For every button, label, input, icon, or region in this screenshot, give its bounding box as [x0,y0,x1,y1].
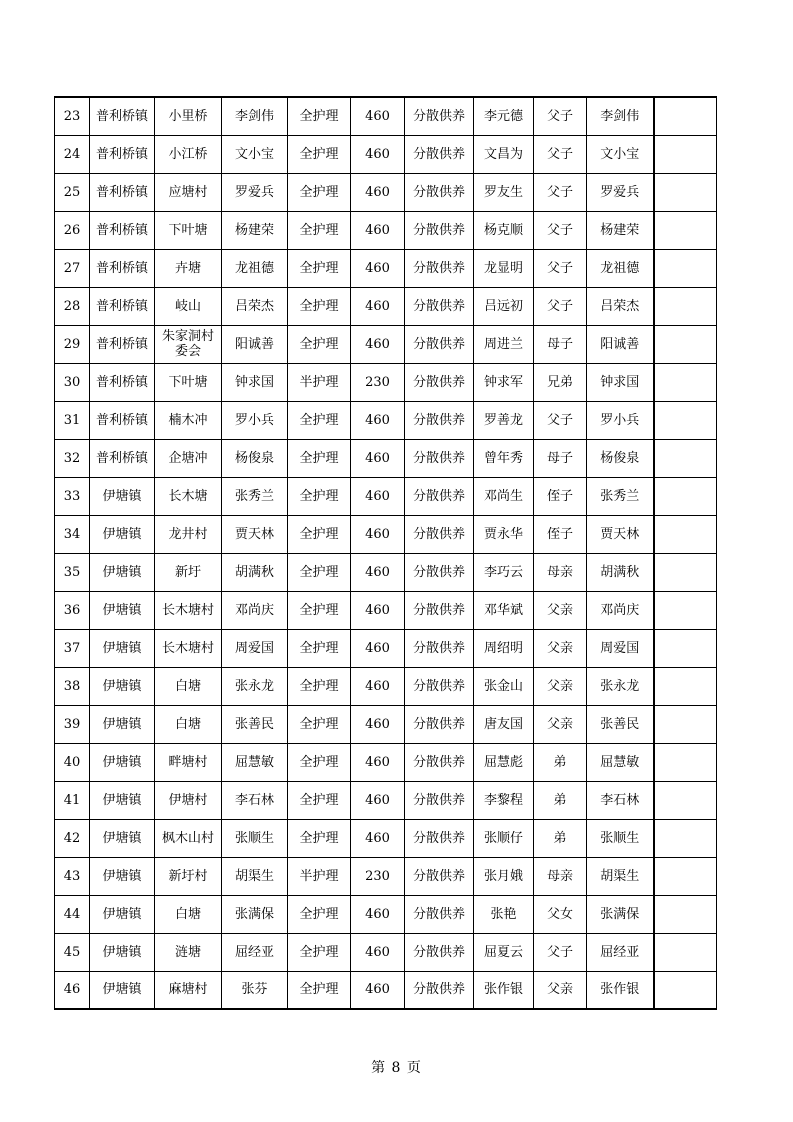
cell-relation: 父亲 [534,971,587,1009]
cell-payee: 张满保 [587,895,654,933]
cell-remarks [654,895,717,933]
table-row [55,325,717,363]
cell-remarks [654,781,717,819]
table-row [55,591,717,629]
cell-payee: 罗小兵 [587,401,654,439]
cell-amount: 230 [351,363,405,401]
cell-remarks [654,629,717,667]
cell-index: 39 [55,705,90,743]
cell-town: 伊塘镇 [90,553,155,591]
cell-care-level: 全护理 [288,781,351,819]
cell-support-type: 分散供养 [405,591,474,629]
cell-care-level: 全护理 [288,439,351,477]
cell-town: 伊塘镇 [90,781,155,819]
cell-town: 普利桥镇 [90,325,155,363]
cell-payee: 屈经亚 [587,933,654,971]
cell-remarks [654,553,717,591]
cell-support-type: 分散供养 [405,933,474,971]
cell-guardian: 杨克顺 [474,211,534,249]
cell-amount: 460 [351,553,405,591]
cell-name: 罗小兵 [222,401,288,439]
cell-name: 李石林 [222,781,288,819]
cell-remarks [654,211,717,249]
page-number: 第 8 页 [371,1060,422,1076]
cell-support-type: 分散供养 [405,287,474,325]
cell-support-type: 分散供养 [405,211,474,249]
cell-guardian: 李黎程 [474,781,534,819]
cell-payee: 邓尚庆 [587,591,654,629]
cell-index: 43 [55,857,90,895]
cell-amount: 460 [351,401,405,439]
cell-name: 钟求国 [222,363,288,401]
cell-relation: 父子 [534,97,587,135]
cell-payee: 胡渠生 [587,857,654,895]
cell-index: 36 [55,591,90,629]
cell-name: 张满保 [222,895,288,933]
cell-town: 普利桥镇 [90,211,155,249]
cell-payee: 张作银 [587,971,654,1009]
cell-village: 小里桥 [155,97,222,135]
cell-village: 长木塘村 [155,591,222,629]
cell-relation: 弟 [534,781,587,819]
cell-relation: 母子 [534,325,587,363]
cell-remarks [654,705,717,743]
cell-name: 邓尚庆 [222,591,288,629]
cell-town: 伊塘镇 [90,933,155,971]
table-row [55,287,717,325]
cell-care-level: 全护理 [288,477,351,515]
cell-payee: 张秀兰 [587,477,654,515]
cell-amount: 460 [351,135,405,173]
cell-index: 42 [55,819,90,857]
cell-care-level: 全护理 [288,971,351,1009]
cell-amount: 460 [351,173,405,211]
table-row [55,933,717,971]
cell-amount: 460 [351,781,405,819]
cell-relation: 侄子 [534,515,587,553]
cell-payee: 张善民 [587,705,654,743]
cell-care-level: 全护理 [288,249,351,287]
cell-amount: 460 [351,705,405,743]
table-body [55,97,717,1009]
cell-name: 龙祖德 [222,249,288,287]
cell-name: 杨建荣 [222,211,288,249]
cell-amount: 460 [351,249,405,287]
cell-relation: 父女 [534,895,587,933]
cell-remarks [654,515,717,553]
cell-payee: 李剑伟 [587,97,654,135]
cell-amount: 460 [351,477,405,515]
cell-relation: 父子 [534,401,587,439]
cell-remarks [654,857,717,895]
cell-payee: 周爱国 [587,629,654,667]
cell-remarks [654,971,717,1009]
cell-amount: 460 [351,971,405,1009]
cell-town: 伊塘镇 [90,629,155,667]
cell-town: 普利桥镇 [90,363,155,401]
cell-support-type: 分散供养 [405,173,474,211]
cell-support-type: 分散供养 [405,135,474,173]
cell-remarks [654,325,717,363]
cell-support-type: 分散供养 [405,971,474,1009]
cell-remarks [654,401,717,439]
cell-remarks [654,173,717,211]
cell-name: 李剑伟 [222,97,288,135]
table-row [55,971,717,1009]
cell-remarks [654,591,717,629]
cell-guardian: 屈夏云 [474,933,534,971]
cell-guardian: 屈慧彪 [474,743,534,781]
cell-relation: 弟 [534,819,587,857]
cell-support-type: 分散供养 [405,705,474,743]
cell-amount: 460 [351,325,405,363]
table-row [55,97,717,135]
cell-relation: 父亲 [534,667,587,705]
cell-payee: 李石林 [587,781,654,819]
cell-payee: 杨建荣 [587,211,654,249]
cell-name: 张顺生 [222,819,288,857]
cell-care-level: 全护理 [288,515,351,553]
table-row [55,249,717,287]
cell-index: 34 [55,515,90,553]
cell-support-type: 分散供养 [405,439,474,477]
cell-guardian: 邓尚生 [474,477,534,515]
table-row [55,173,717,211]
cell-village: 白塘 [155,667,222,705]
cell-town: 普利桥镇 [90,249,155,287]
table-row [55,705,717,743]
cell-relation: 父子 [534,249,587,287]
cell-guardian: 周绍明 [474,629,534,667]
cell-relation: 父子 [534,173,587,211]
cell-care-level: 半护理 [288,363,351,401]
cell-village: 枫木山村 [155,819,222,857]
cell-name: 张善民 [222,705,288,743]
cell-support-type: 分散供养 [405,781,474,819]
cell-town: 伊塘镇 [90,477,155,515]
cell-amount: 460 [351,439,405,477]
cell-village: 下叶塘 [155,211,222,249]
cell-care-level: 全护理 [288,895,351,933]
cell-guardian: 邓华斌 [474,591,534,629]
cell-guardian: 吕远初 [474,287,534,325]
cell-village: 白塘 [155,705,222,743]
cell-guardian: 钟求军 [474,363,534,401]
table-row [55,211,717,249]
cell-village: 应塘村 [155,173,222,211]
cell-remarks [654,743,717,781]
cell-remarks [654,135,717,173]
cell-guardian: 文昌为 [474,135,534,173]
cell-village: 畔塘村 [155,743,222,781]
cell-index: 44 [55,895,90,933]
cell-care-level: 全护理 [288,553,351,591]
cell-support-type: 分散供养 [405,743,474,781]
cell-index: 30 [55,363,90,401]
cell-town: 伊塘镇 [90,667,155,705]
cell-village: 朱家洞村 委会 [155,325,222,363]
cell-remarks [654,477,717,515]
cell-amount: 460 [351,591,405,629]
cell-village: 长木塘村 [155,629,222,667]
cell-amount: 460 [351,819,405,857]
cell-index: 37 [55,629,90,667]
cell-remarks [654,667,717,705]
cell-town: 普利桥镇 [90,401,155,439]
cell-guardian: 张月娥 [474,857,534,895]
cell-town: 伊塘镇 [90,705,155,743]
cell-payee: 张永龙 [587,667,654,705]
cell-amount: 460 [351,667,405,705]
cell-name: 文小宝 [222,135,288,173]
cell-index: 27 [55,249,90,287]
table-row [55,135,717,173]
cell-payee: 贾天林 [587,515,654,553]
cell-village: 企塘冲 [155,439,222,477]
cell-village: 楠木冲 [155,401,222,439]
cell-relation: 兄弟 [534,363,587,401]
cell-payee: 张顺生 [587,819,654,857]
cell-relation: 母亲 [534,553,587,591]
cell-relation: 母子 [534,439,587,477]
cell-name: 张永龙 [222,667,288,705]
cell-index: 41 [55,781,90,819]
cell-relation: 侄子 [534,477,587,515]
cell-name: 张芬 [222,971,288,1009]
cell-village: 新圩村 [155,857,222,895]
table-row [55,553,717,591]
cell-care-level: 全护理 [288,819,351,857]
cell-guardian: 罗友生 [474,173,534,211]
cell-amount: 460 [351,895,405,933]
cell-guardian: 曾年秀 [474,439,534,477]
cell-payee: 杨俊泉 [587,439,654,477]
cell-guardian: 贾永华 [474,515,534,553]
cell-care-level: 全护理 [288,135,351,173]
cell-guardian: 李巧云 [474,553,534,591]
cell-town: 伊塘镇 [90,591,155,629]
cell-name: 周爱国 [222,629,288,667]
cell-name: 胡渠生 [222,857,288,895]
cell-town: 伊塘镇 [90,743,155,781]
cell-remarks [654,933,717,971]
cell-remarks [654,363,717,401]
cell-name: 杨俊泉 [222,439,288,477]
cell-care-level: 全护理 [288,173,351,211]
cell-village: 长木塘 [155,477,222,515]
cell-village: 小江桥 [155,135,222,173]
cell-care-level: 全护理 [288,629,351,667]
cell-care-level: 全护理 [288,287,351,325]
cell-support-type: 分散供养 [405,325,474,363]
table-row [55,819,717,857]
table-row [55,743,717,781]
cell-care-level: 全护理 [288,591,351,629]
cell-name: 屈慧敏 [222,743,288,781]
cell-town: 伊塘镇 [90,857,155,895]
cell-guardian: 李元德 [474,97,534,135]
cell-care-level: 全护理 [288,933,351,971]
cell-care-level: 全护理 [288,667,351,705]
cell-amount: 460 [351,515,405,553]
table-row [55,439,717,477]
cell-support-type: 分散供养 [405,363,474,401]
cell-index: 40 [55,743,90,781]
cell-guardian: 罗善龙 [474,401,534,439]
cell-payee: 罗爱兵 [587,173,654,211]
cell-guardian: 张艳 [474,895,534,933]
cell-remarks [654,287,717,325]
cell-town: 普利桥镇 [90,97,155,135]
cell-payee: 阳诚善 [587,325,654,363]
cell-support-type: 分散供养 [405,515,474,553]
cell-relation: 父亲 [534,591,587,629]
cell-guardian: 张顺仔 [474,819,534,857]
cell-village: 卉塘 [155,249,222,287]
cell-index: 23 [55,97,90,135]
cell-name: 吕荣杰 [222,287,288,325]
table-row [55,781,717,819]
cell-guardian: 张金山 [474,667,534,705]
table-row [55,363,717,401]
cell-index: 46 [55,971,90,1009]
cell-relation: 弟 [534,743,587,781]
cell-care-level: 全护理 [288,97,351,135]
cell-amount: 230 [351,857,405,895]
cell-village: 岐山 [155,287,222,325]
table-row [55,629,717,667]
cell-remarks [654,249,717,287]
cell-support-type: 分散供养 [405,477,474,515]
cell-index: 28 [55,287,90,325]
cell-support-type: 分散供养 [405,553,474,591]
cell-index: 26 [55,211,90,249]
cell-village: 龙井村 [155,515,222,553]
cell-name: 阳诚善 [222,325,288,363]
cell-support-type: 分散供养 [405,97,474,135]
cell-relation: 父子 [534,135,587,173]
table-row [55,515,717,553]
cell-care-level: 全护理 [288,325,351,363]
cell-remarks [654,819,717,857]
cell-care-level: 半护理 [288,857,351,895]
cell-name: 贾天林 [222,515,288,553]
cell-town: 伊塘镇 [90,819,155,857]
cell-care-level: 全护理 [288,743,351,781]
cell-town: 伊塘镇 [90,895,155,933]
cell-payee: 胡满秋 [587,553,654,591]
cell-town: 普利桥镇 [90,287,155,325]
cell-village: 下叶塘 [155,363,222,401]
cell-name: 胡满秋 [222,553,288,591]
cell-town: 伊塘镇 [90,971,155,1009]
cell-payee: 钟求国 [587,363,654,401]
cell-support-type: 分散供养 [405,819,474,857]
table-row [55,857,717,895]
cell-town: 普利桥镇 [90,135,155,173]
cell-care-level: 全护理 [288,211,351,249]
table-row [55,401,717,439]
cell-amount: 460 [351,743,405,781]
cell-guardian: 张作银 [474,971,534,1009]
cell-relation: 父亲 [534,629,587,667]
cell-name: 屈经亚 [222,933,288,971]
cell-payee: 文小宝 [587,135,654,173]
cell-amount: 460 [351,211,405,249]
cell-amount: 460 [351,97,405,135]
cell-village: 涟塘 [155,933,222,971]
cell-name: 张秀兰 [222,477,288,515]
cell-support-type: 分散供养 [405,249,474,287]
cell-index: 35 [55,553,90,591]
cell-payee: 吕荣杰 [587,287,654,325]
cell-support-type: 分散供养 [405,895,474,933]
cell-care-level: 全护理 [288,705,351,743]
cell-town: 伊塘镇 [90,515,155,553]
cell-index: 31 [55,401,90,439]
cell-village: 白塘 [155,895,222,933]
cell-index: 38 [55,667,90,705]
cell-index: 29 [55,325,90,363]
cell-name: 罗爱兵 [222,173,288,211]
cell-relation: 母亲 [534,857,587,895]
cell-index: 32 [55,439,90,477]
cell-payee: 屈慧敏 [587,743,654,781]
cell-index: 25 [55,173,90,211]
cell-amount: 460 [351,629,405,667]
cell-village: 伊塘村 [155,781,222,819]
cell-remarks [654,439,717,477]
cell-index: 45 [55,933,90,971]
cell-remarks [654,97,717,135]
cell-relation: 父子 [534,211,587,249]
cell-village: 新圩 [155,553,222,591]
cell-support-type: 分散供养 [405,857,474,895]
cell-amount: 460 [351,933,405,971]
cell-guardian: 龙显明 [474,249,534,287]
cell-support-type: 分散供养 [405,667,474,705]
table-row [55,895,717,933]
cell-village: 麻塘村 [155,971,222,1009]
cell-relation: 父亲 [534,705,587,743]
table-row [55,667,717,705]
cell-amount: 460 [351,287,405,325]
table-row [55,477,717,515]
cell-relation: 父子 [534,287,587,325]
cell-payee: 龙祖德 [587,249,654,287]
cell-guardian: 周进兰 [474,325,534,363]
cell-town: 普利桥镇 [90,439,155,477]
care-subsidy-table [54,96,717,1010]
cell-index: 24 [55,135,90,173]
cell-guardian: 唐友国 [474,705,534,743]
cell-relation: 父子 [534,933,587,971]
cell-support-type: 分散供养 [405,629,474,667]
cell-index: 33 [55,477,90,515]
cell-support-type: 分散供养 [405,401,474,439]
cell-care-level: 全护理 [288,401,351,439]
cell-town: 普利桥镇 [90,173,155,211]
